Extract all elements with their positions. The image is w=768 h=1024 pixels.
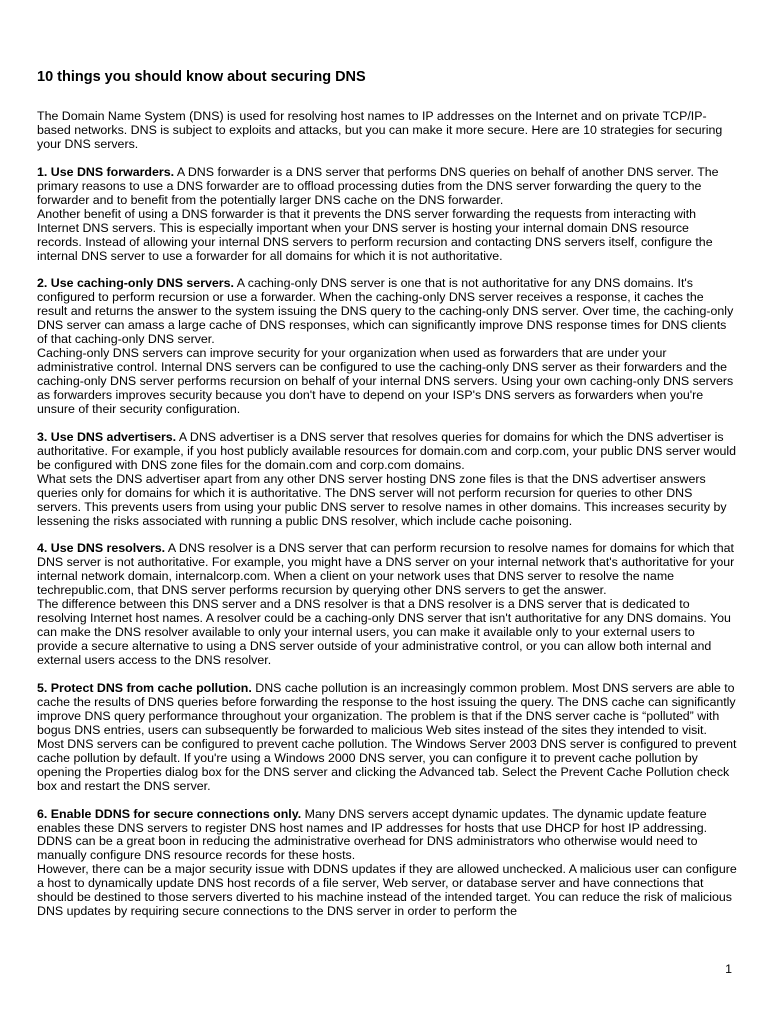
- section-2-paragraph-1: [37, 277, 737, 347]
- section-3-heading: 3. Use DNS advertisers.: [37, 429, 177, 444]
- section-6-paragraph-1: [37, 808, 737, 864]
- intro-paragraph: The Domain Name System (DNS) is used for resolving host names to IP addresses on the Internet and on private TCP/IP-based networks. DNS is subject to exploits and attacks, but you can make it more secure. Here are 10 strategies for securing your DNS servers.: [37, 109, 723, 151]
- section-1-heading: 1. Use DNS forwarders.: [37, 164, 175, 179]
- section-2-text-1: A caching-only DNS server is one that is not authoritative for any DNS domains. It's configured to perform recursion or use a forwarder. When the caching-only DNS server receives a response, it caches the result and returns the answer to the system issuing the DNS query to the caching-only DNS server. Over time, the caching-only DNS server can amass a large cache of DNS responses, which can significantly improve DNS response times for DNS clients of that caching-only DNS server.: [37, 276, 734, 347]
- section-4-heading: 4. Use DNS resolvers.: [37, 541, 166, 556]
- section-1-text-1: A DNS forwarder is a DNS server that performs DNS queries on behalf of another DNS server. The primary reasons to use a DNS forwarder are to offload processing duties from the DNS server forwarding the query to the forwarder and to benefit from the potentially larger DNS cache on the DNS forwarder.: [37, 164, 719, 207]
- section-4-paragraph-1: [37, 542, 737, 598]
- section-6-text-1: Many DNS servers accept dynamic updates. The dynamic update feature enables these DNS servers to register DNS host names and IP addresses for hosts that use DHCP for host IP addressing. DDNS can be a great boon in reducing the administrative overhead for DNS administrators who otherwise would need to manually configure DNS resource records for these hosts.: [37, 806, 708, 863]
- section-1-paragraph-1: [37, 166, 737, 208]
- section-6-heading: 6. Enable DDNS for secure connections only.: [37, 806, 302, 821]
- section-4-paragraph-2: The difference between this DNS server and a DNS resolver is that a DNS resolver is a DNS server that is dedicated to resolving Internet host names. A resolver could be a caching-only DNS server that isn't authoritative for any DNS domains. You can make the DNS resolver available to only your internal users, you can make it available only to your external users to provide a secure alternative to using a DNS server outside of your administrative control, or you can allow both internal and external users access to the DNS resolver.: [37, 597, 731, 668]
- section-2-heading: 2. Use caching-only DNS servers.: [37, 276, 234, 291]
- page-number: 1: [725, 962, 732, 976]
- section-1-paragraph-2: Another benefit of using a DNS forwarder is that it prevents the DNS server forwarding the requests from interacting with Internet DNS servers. This is especially important when your DNS server is hosting your internal domain DNS resource records. Instead of allowing your internal DNS servers to perform recursion and contacting DNS servers itself, configure the internal DNS server to use a forwarder for all domains for which it is not authoritative.: [37, 206, 713, 263]
- section-3-text-1: A DNS advertiser is a DNS server that resolves queries for domains for which the DNS advertiser is authoritative. For example, if you host publicly available resources for domain.com and corp.com, your public DNS server would be configured with DNS zone files for the domain.com and corp.com domains.: [37, 429, 737, 472]
- section-3-paragraph-1: [37, 431, 737, 473]
- section-6-paragraph-2: However, there can be a major security issue with DDNS updates if they are allowed unchecked. A malicious user can configure a host to dynamically update DNS host records of a file server, Web server, or database server and have connections that should be destined to those servers diverted to his machine instead of the intended target. You can reduce the risk of malicious DNS updates by requiring secure connections to the DNS server in order to perform the: [37, 862, 737, 919]
- document-body: [37, 110, 737, 919]
- document-title: 10 things you should know about securing DNS: [37, 69, 366, 85]
- section-5-heading: 5. Protect DNS from cache pollution.: [37, 681, 252, 695]
- section-5-paragraph-2: Most DNS servers can be configured to prevent cache pollution. The Windows Server 2003 DNS server is configured to prevent cache pollution by default. If you're using a Windows 2000 DNS server, you can configure it to prevent cache pollution by opening the Properties dialog box for the DNS server and clicking the Advanced tab. Select the Prevent Cache Pollution check box and restart the DNS server.: [37, 736, 737, 793]
- section-4-text-1: A DNS resolver is a DNS server that can perform recursion to resolve names for domains for which that DNS server is not authoritative. For example, you might have a DNS server on your internal network that's authoritative for your internal network domain, internalcorp.com. When a client on your network uses that DNS server to resolve the name techrepublic.com, that DNS server performs recursion by querying other DNS servers to get the answer.: [37, 541, 735, 598]
- section-5-paragraph-1: [37, 682, 737, 738]
- section-5-text-1: DNS cache pollution is an increasingly common problem. Most DNS servers are able to cache the results of DNS queries before forwarding the response to the host issuing the query. The DNS cache can significantly improve DNS query performance throughout your organization. The problem is that if the DNS server cache is “polluted” with bogus DNS entries, users can subsequently be forwarded to malicious Web sites instead of the sites they intended to visit.: [37, 681, 736, 737]
- section-3-paragraph-2: What sets the DNS advertiser apart from any other DNS server hosting DNS zone files is that the DNS advertiser answers queries only for domains for which it is authoritative. The DNS server will not perform recursion for queries to other DNS servers. This prevents users from using your public DNS server to resolve names in other domains. This increases security by lessening the risks associated with running a public DNS resolver, which include cache poisoning.: [37, 471, 727, 528]
- section-2-paragraph-2: Caching-only DNS servers can improve security for your organization when used as forwarders that are under your administrative control. Internal DNS servers can be configured to use the caching-only DNS server as their forwarders and the caching-only DNS server performs recursion on behalf of your internal DNS servers. Using your own caching-only DNS servers as forwarders improves security because you don't have to depend on your ISP's DNS servers as forwarders when you're unsure of their security configuration.: [37, 346, 734, 416]
